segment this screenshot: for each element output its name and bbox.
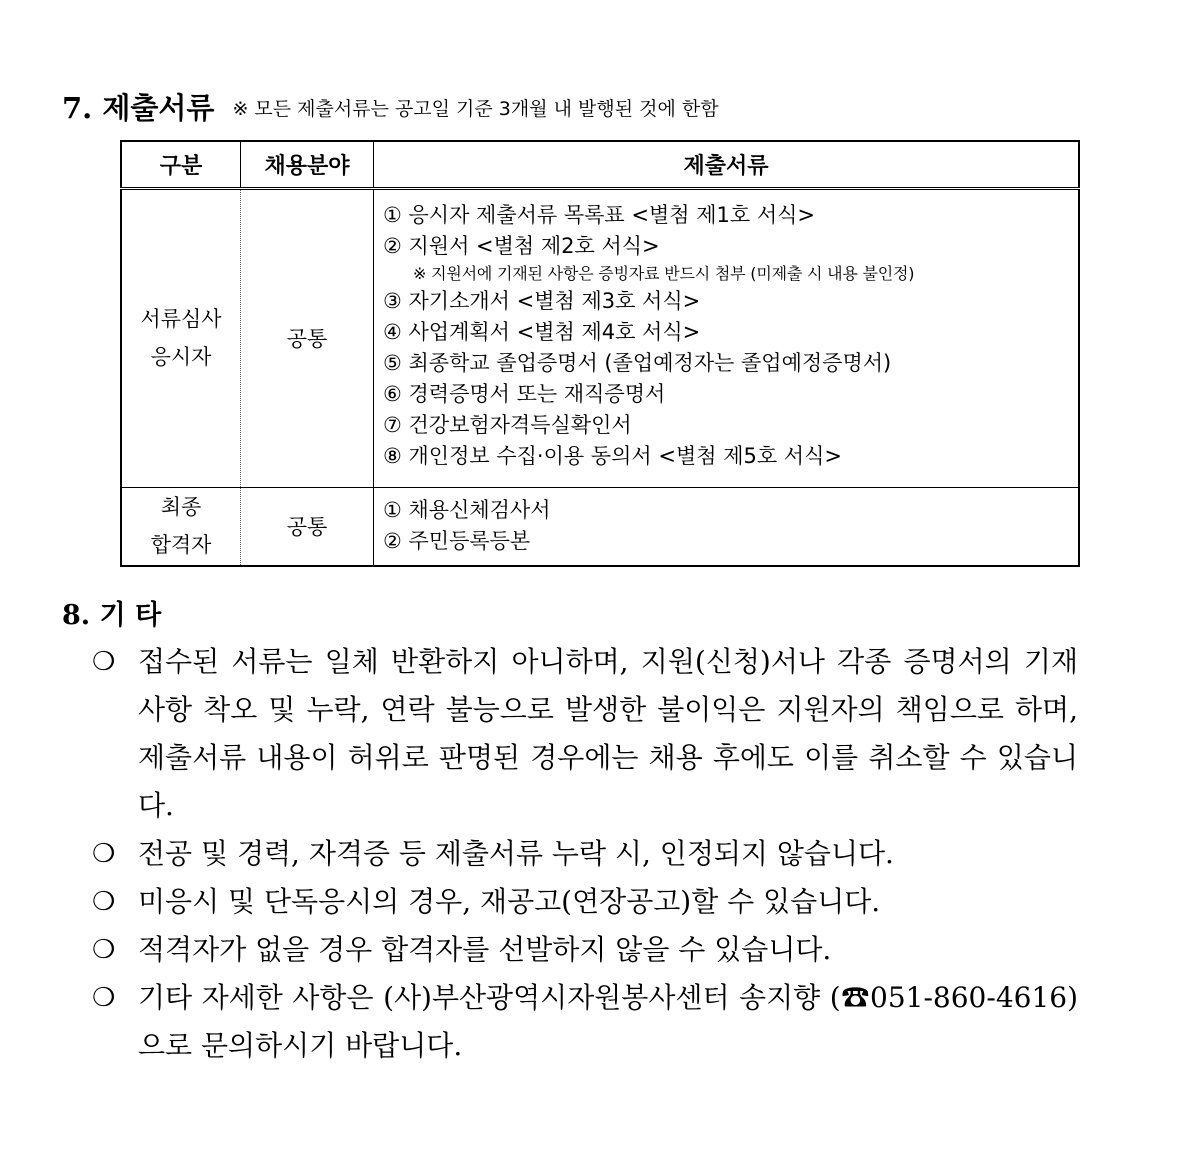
table-header-row: [121, 141, 1079, 189]
notice-text: 기타 자세한 사항은 (사)부산광역시자원봉사센터 송지향 (☎051-860-4616)으로 문의하시기 바랍니다.: [138, 981, 1078, 1062]
section-8: [62, 593, 1078, 1070]
documents-table: [120, 140, 1080, 567]
header-category: 구분: [121, 141, 241, 189]
list-item-note: ※ 지원서에 기재된 사항은 증빙자료 반드시 첨부 (미제출 시 내용 불인정): [413, 264, 915, 283]
list-item: ③ 자기소개서 <별첨 제3호 서식>: [383, 289, 701, 313]
category-label: 합격자: [150, 533, 212, 558]
list-item: ① 채용신체검사서: [383, 498, 551, 523]
category-cell: [121, 189, 241, 488]
notice-item: [62, 974, 1078, 1070]
list-item: ⑦ 건강보험자격득실확인서: [383, 413, 632, 437]
document-list: [374, 487, 1080, 566]
section-7-note: ※ 모든 제출서류는 공고일 기준 3개월 내 발행된 것에 한함: [232, 98, 719, 120]
section-8-heading: 8. 기 타: [62, 600, 162, 631]
notice-text: 적격자가 없을 경우 합격자를 선발하지 않을 수 있습니다.: [138, 933, 832, 966]
list-item: ② 지원서 <별첨 제2호 서식>: [383, 234, 660, 258]
header-documents: 제출서류: [374, 141, 1080, 189]
notice-item: [62, 638, 1078, 830]
notice-item: [62, 830, 1078, 878]
table-row: [121, 189, 1079, 488]
field-cell: 공통: [241, 487, 374, 566]
list-item: ④ 사업계획서 <별첨 제4호 서식>: [383, 320, 701, 344]
circle-bullet-icon: ❍: [92, 887, 116, 917]
field-cell: 공통: [241, 189, 374, 488]
list-item: ⑤ 최종학교 졸업증명서 (졸업예정자는 졸업예정증명서): [383, 351, 892, 375]
circle-bullet-icon: ❍: [92, 935, 116, 965]
section-7-heading: 7. 제출서류: [62, 91, 215, 125]
category-label: 응시자: [150, 345, 212, 370]
notice-item: [62, 926, 1078, 974]
category-label: 서류심사: [140, 307, 222, 332]
circle-bullet-icon: ❍: [92, 983, 116, 1013]
table-row: [121, 487, 1079, 566]
notice-text: 미응시 및 단독응시의 경우, 재공고(연장공고)할 수 있습니다.: [138, 885, 881, 918]
list-item: ⑥ 경력증명서 또는 재직증명서: [383, 382, 666, 406]
list-item: ② 주민등록등본: [383, 529, 531, 554]
document-list: [374, 189, 1080, 488]
notice-text: 전공 및 경력, 자격증 등 제출서류 누락 시, 인정되지 않습니다.: [138, 837, 894, 870]
notice-item: [62, 878, 1078, 926]
circle-bullet-icon: ❍: [92, 839, 116, 869]
notice-text: 접수된 서류는 일체 반환하지 아니하며, 지원(신청)서나 각종 증명서의 기재 사항 착오 및 누락, 연락 불능으로 발생한 불이익은 지원자의 책임으로 하며, 제출서류 내용이 허위로 판명된 경우에는 채용 후에도 이를 취소할 수 있습니다.: [138, 645, 1078, 822]
list-item: ⑧ 개인정보 수집·이용 동의서 <별첨 제5호 서식>: [383, 444, 842, 468]
category-label: 최종: [160, 495, 202, 520]
circle-bullet-icon: ❍: [92, 647, 116, 677]
list-item: ① 응시자 제출서류 목록표 <별첨 제1호 서식>: [383, 203, 816, 227]
section-7-title: [62, 86, 719, 127]
header-field: 채용분야: [241, 141, 374, 189]
category-cell: [121, 487, 241, 566]
